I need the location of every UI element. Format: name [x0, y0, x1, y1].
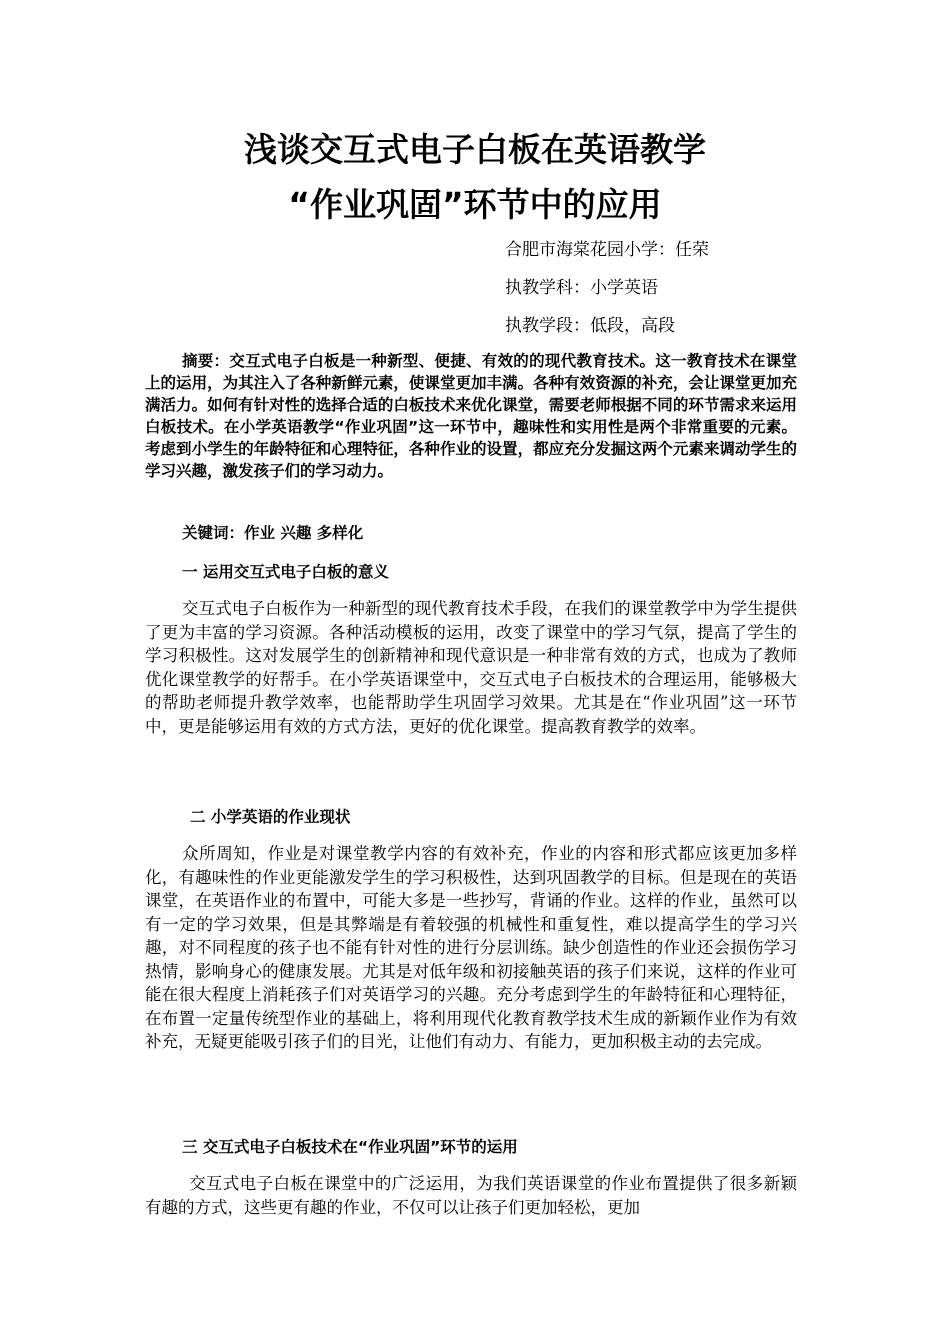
document-title-line-2: “作业巩固”环节中的应用: [288, 185, 662, 224]
section-paragraph-2: 众所周知，作业是对课堂教学内容的有效补充，作业的内容和形式都应该更加多样化，有趣味性的作业更能激发学生的学习积极性，达到巩固教学的目标。但是现在的英语课堂，在英语作业的布置中，可能大多是一些抄写，背诵的作业。这样的作业，虽然可以有一定的学习效果，但是其弊端是有着较强的机械性和重复性，难以提高学生的学习兴趣，对不同程度的孩子也不能有针对性的进行分层训练。缺少创造性的作业还会损伤学习热情，影响身心的健康发展。尤其是对低年级和初接触英语的孩子们来说，这样的作业可能在很大程度上消耗孩子们对英语学习的兴趣。充分考虑到学生的年龄特征和心理特征，在布置一定量传统型作业的基础上，将利用现代化教育教学技术生成的新颖作业作为有效补充，无疑更能吸引孩子们的目光，让他们有动力、有能力，更加积极主动的去完成。: [145, 844, 797, 1051]
section-paragraph-3: 交互式电子白板在课堂中的广泛运用，为我们英语课堂的作业布置提供了很多新颖有趣的方式，这些更有趣的作业，不仅可以让孩子们更加轻松，更加: [145, 1174, 797, 1217]
section-heading-2: 二 小学英语的作业现状: [190, 808, 351, 826]
grade-line: 执教学段：低段，高段: [505, 316, 675, 336]
author-line: 合肥市海棠花园小学：任荣: [505, 240, 709, 260]
abstract: 摘要：交互式电子白板是一种新型、便捷、有效的的现代教育技术。这一教育技术在课堂上的运用，为其注入了各种新鲜元素，使课堂更加丰满。各种有效资源的补充，会让课堂更加充满活力。如何有针对性的选择合适的白板技术来优化课堂，需要老师根据不同的环节需求来运用白板技术。在小学英语教学“作业巩固”这一环节中，趣味性和实用性是两个非常重要的元素。考虑到小学生的年龄特征和心理特征，各种作业的设置，都应充分发掘这两个元素来调动学生的学习兴趣，激发孩子们的学习动力。: [145, 352, 797, 480]
section-heading-3: 三 交互式电子白板技术在“作业巩固”环节的运用: [182, 1138, 518, 1156]
keywords: 关键词：作业 兴趣 多样化: [182, 524, 364, 542]
subject-line: 执教学科：小学英语: [505, 278, 658, 298]
section-paragraph-1: 交互式电子白板作为一种新型的现代教育技术手段，在我们的课堂教学中为学生提供了更为丰富的学习资源。各种活动模板的运用，改变了课堂中的学习气氛，提高了学生的学习积极性。这对发展学生的创新精神和现代意识是一种非常有效的方式，也成为了教师优化课堂教学的好帮手。在小学英语课堂中，交互式电子白板技术的合理运用，能够极大的帮助老师提升教学效率，也能帮助学生巩固学习效果。尤其是在“作业巩固”这一环节中，更是能够运用有效的方式方法，更好的优化课堂。提高教育教学的效率。: [145, 599, 797, 736]
section-heading-1: 一 运用交互式电子白板的意义: [182, 563, 389, 581]
document-title-line-1: 浅谈交互式电子白板在英语教学: [244, 130, 706, 169]
